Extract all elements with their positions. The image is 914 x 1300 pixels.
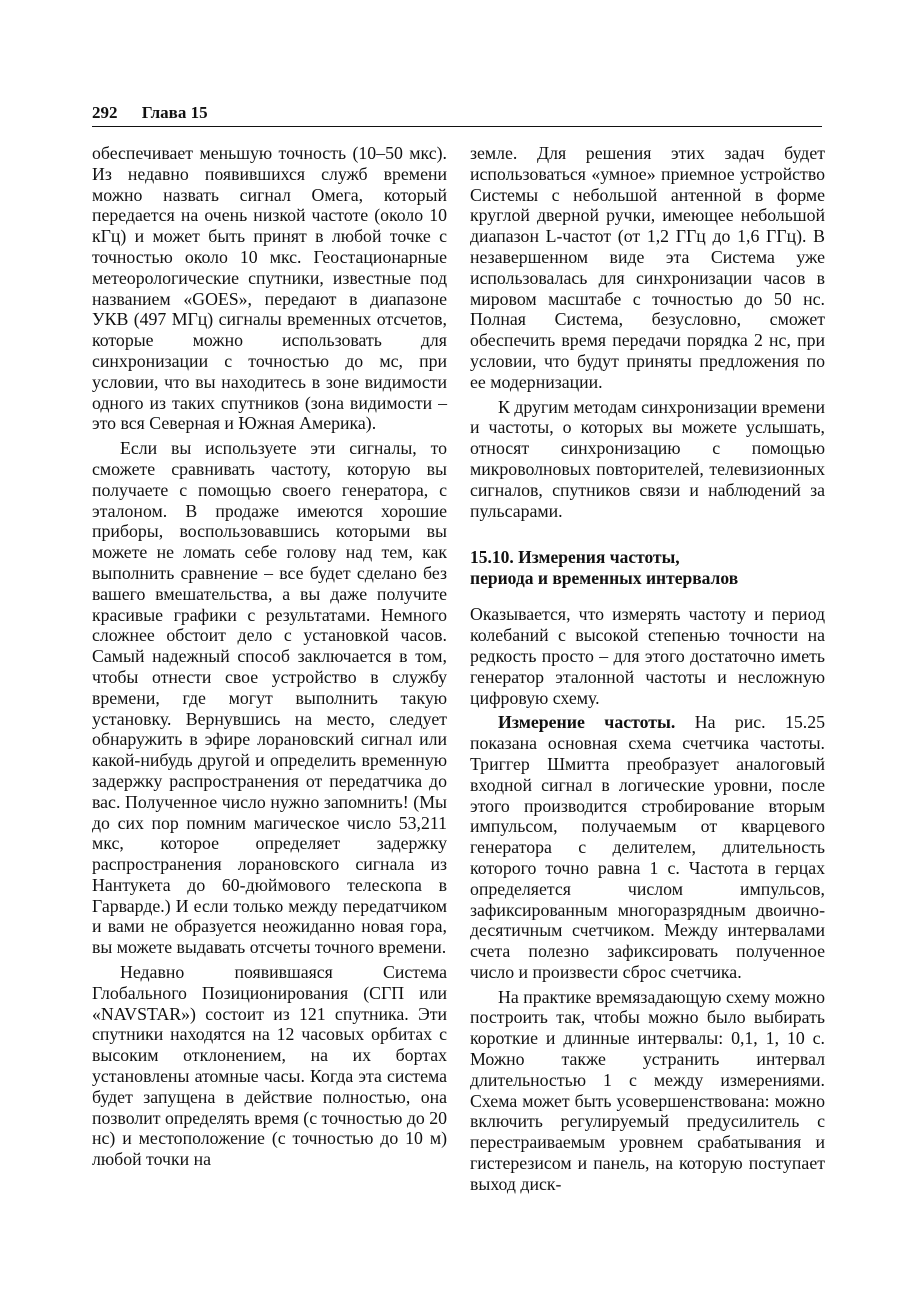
paragraph: Недавно появившаяся Система Глобального Позиционирования (СГП или «NAVSTAR») состоит из 121 спутника. Эти спутники находятся на 12 часовых орбитах с высоким отклонением, на их бортах установлены атомные часы. Когда эта система будет запущена в действие полностью, она позволит определять время (с точностью до 20 нс) и местоположение (с точностью до 10 м) любой точки на	[92, 962, 447, 1170]
paragraph-continued: обеспечивает меньшую точность (10–50 мкс). Из недавно появившихся служб времени можно назвать сигнал Омега, который передается на очень низкой частоте (около 10 кГц) и может быть принят в любой точке с точностью около 10 мкс. Геостационарные метеорологические спутники, известные под названием «GOES», передают в диапазоне УКВ (497 МГц) сигналы временных отсчетов, которые можно использовать для синхронизации с точностью до мс, при условии, что вы находитесь в зоне видимости одного из таких спутников (зона видимости – это вся Северная и Южная Америка).	[92, 143, 447, 434]
paragraph: На практике времязадающую схему можно построить так, чтобы можно было выбирать короткие и длинные интервалы: 0,1, 1, 10 с. Можно также устранить интервал длительностью 1 с между измерениями. Схема может быть усовершенствована: можно включить регулируемый предусилитель с перестраиваемым уровнем срабатывания и гистерезисом и панель, на которую поступает выход диск-	[470, 986, 825, 1194]
paragraph-text: На рис. 15.25 показана основная схема счетчика частоты. Триггер Шмитта преобразует аналоговый входной сигнал в логические уровни, после этого производится стробирование вторым импульсом, получаемым от кварцевого генератора с делителем, длительность которого точно равна 1 с. Частота в герцах определяется числом импульсов, зафиксированным многоразрядным двоично-десятичным счетчиком. Между интервалами счета полезно зафиксировать полученное число и произвести сброс счетчика.	[470, 712, 825, 982]
paragraph: К другим методам синхронизации времени и частоты, о которых вы можете услышать, относят синхронизацию с помощью микроволновых повторителей, телевизионных сигналов, спутников связи и наблюдений за пульсарами.	[470, 396, 825, 521]
paragraph: Оказывается, что измерять частоту и период колебаний с высокой степенью точности на редкость просто – для этого достаточно иметь генератор эталонной частоты и несложную цифровую схему.	[470, 604, 825, 708]
running-header	[92, 103, 822, 127]
page-number: 292	[92, 103, 118, 122]
right-column	[470, 143, 825, 1195]
paragraph	[470, 712, 825, 982]
section-heading-line-2: периода и временных интервалов	[470, 568, 739, 589]
paragraph-continued: земле. Для решения этих задач будет использоваться «умное» приемное устройство Системы с небольшой антенной в форме круглой дверной ручки, имеющее небольшой диапазон L-частот (от 1,2 ГГц до 1,6 ГГц). В незавершенном виде эта Система уже использовалась для синхронизации часов в мировом масштабе с точностью до 50 нс. Полная Система, безусловно, сможет обеспечить время передачи порядка 2 нс, при условии, что будут приняты предложения по ее модернизации.	[470, 143, 825, 392]
paragraph: Если вы используете эти сигналы, то сможете сравнивать частоту, которую вы получаете с помощью своего генератора, с эталоном. В продаже имеются хорошие приборы, воспользовавшись которыми вы можете не ломать себе голову над тем, как выполнить сравнение – все будет сделано без вашего вмешательства, а вы даже получите красивые графики с результатами. Немного сложнее обстоит дело с установкой часов. Самый надежный способ заключается в том, чтобы отнести свое устройство в службу времени, где могут выполнить такую установку. Вернувшись на место, следует обнаружить в эфире лорановский сигнал или какой-нибудь другой и определить временную задержку распространения от передатчика до вас. Полученное число нужно запомнить! (Мы до сих пор помним магическое число 53,211 мкс, которое определяет задержку распространения лорановского сигнала из Нантукета до 60-дюймового телескопа в Гарварде.) И если только между передатчиком и вами не образуется неожиданно новая гора, вы можете выдавать отсчеты точного времени.	[92, 438, 447, 958]
run-in-heading: Измерение частоты.	[498, 712, 676, 733]
left-column	[92, 143, 447, 1170]
section-heading-line-1: 15.10. Измерения частоты,	[470, 547, 680, 568]
chapter-title: Глава 15	[141, 103, 208, 122]
section-heading	[470, 547, 825, 589]
